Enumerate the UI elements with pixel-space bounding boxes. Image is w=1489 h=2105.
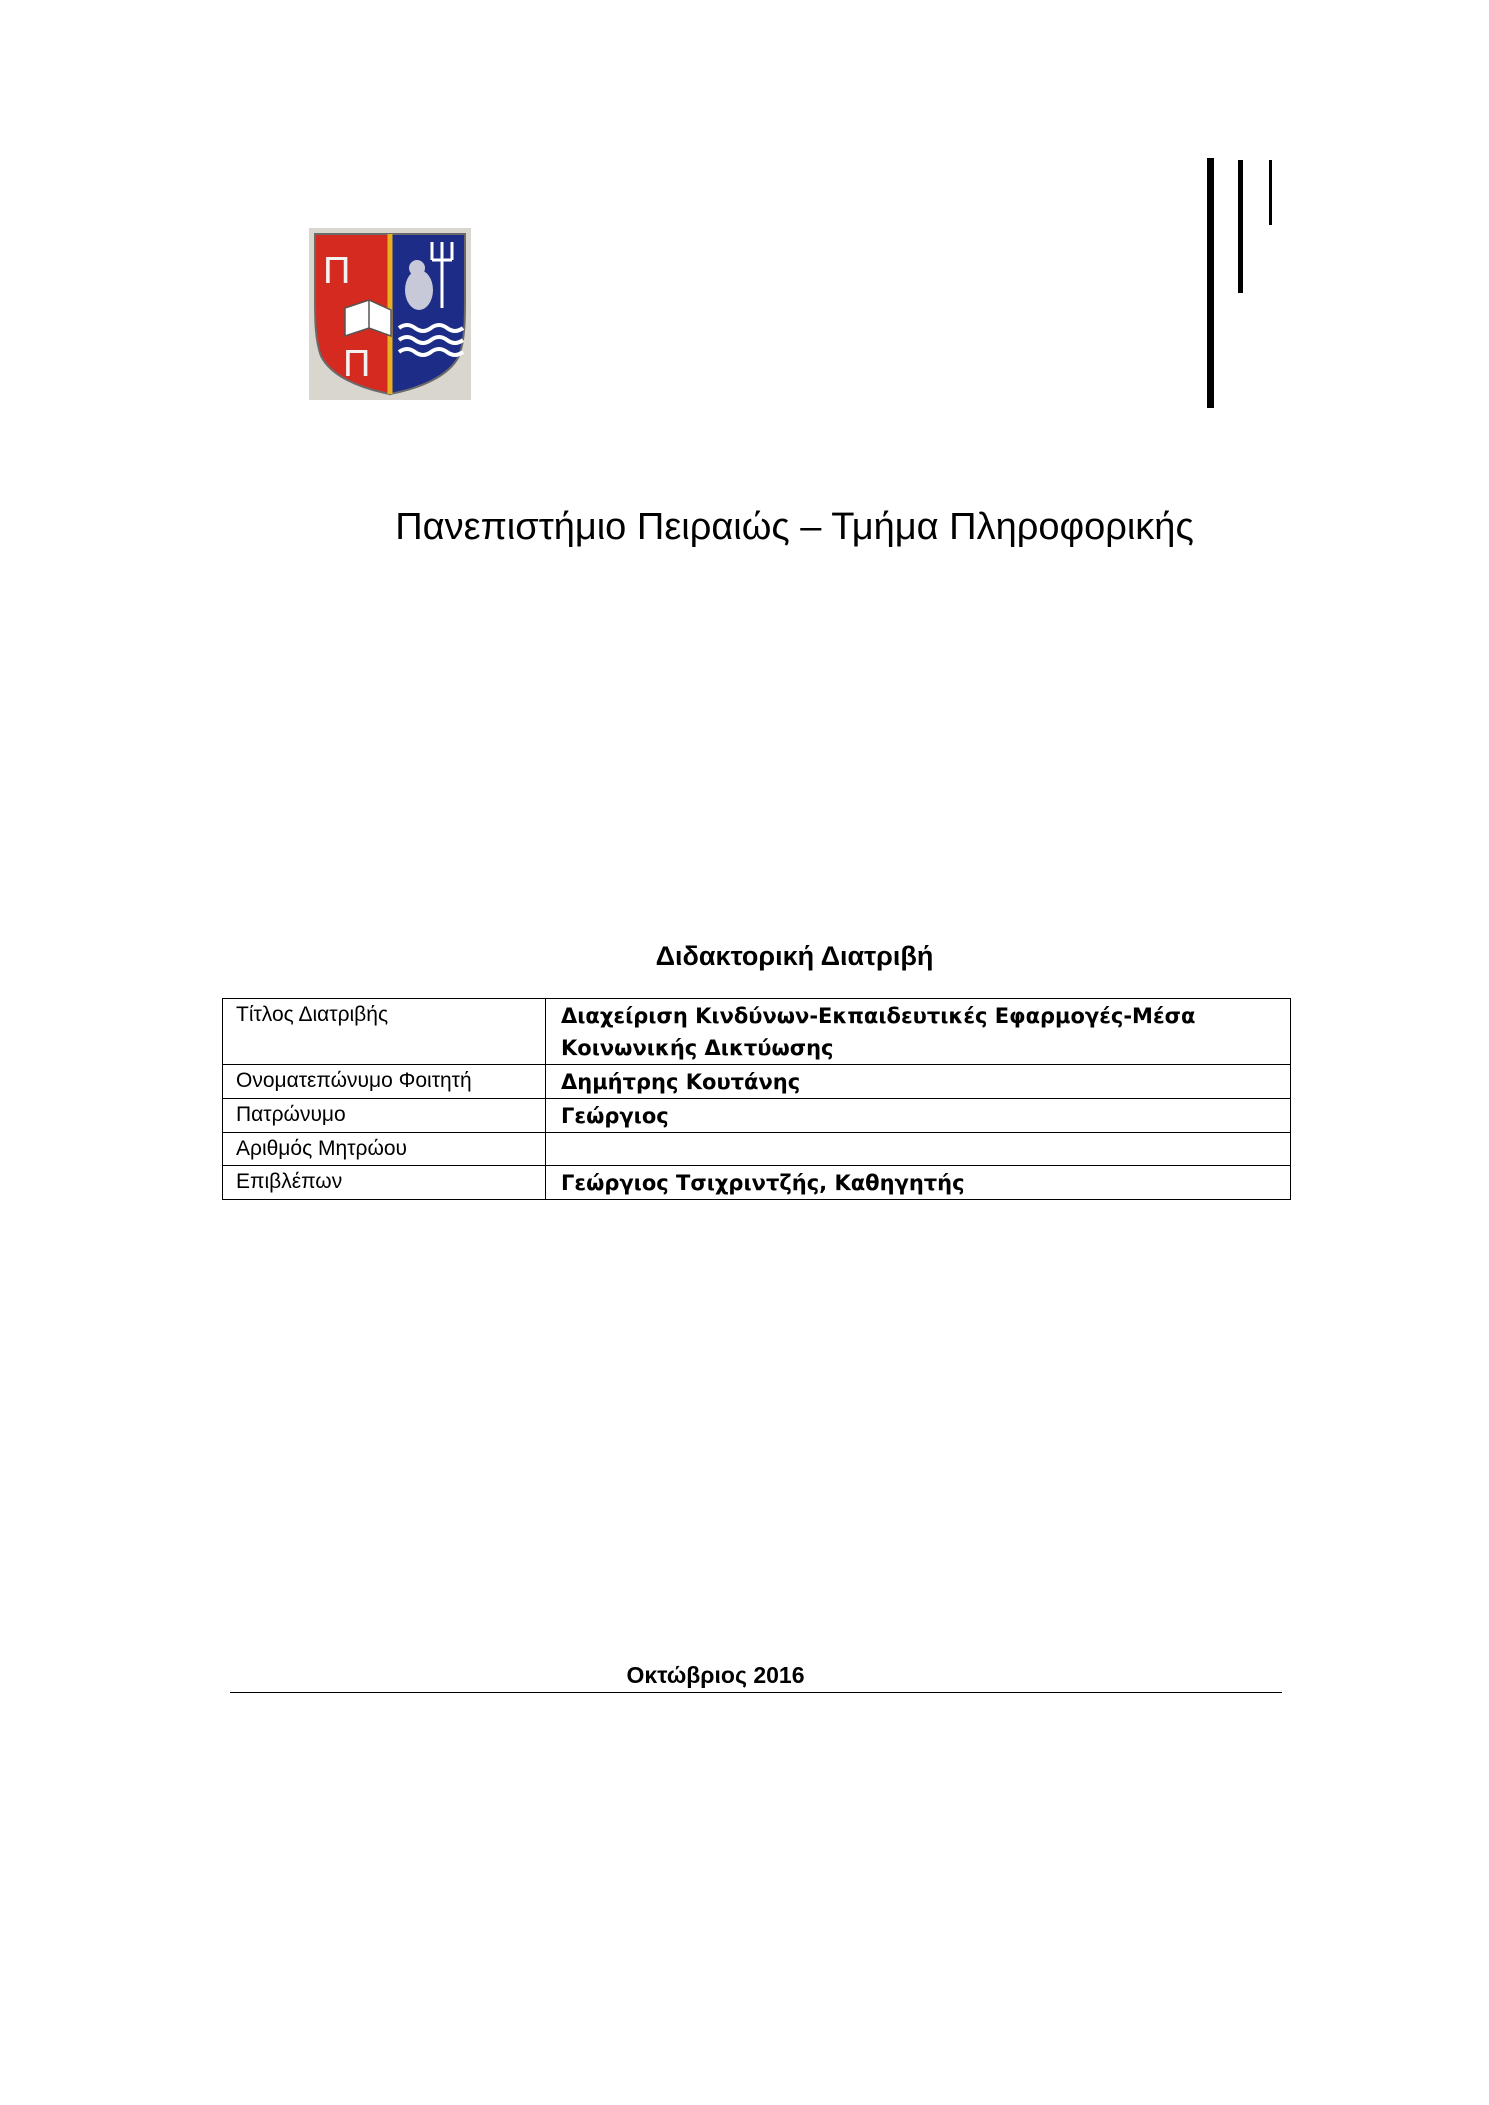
row-value: Διαχείριση Κινδύνων-Εκπαιδευτικές Εφαρμογές-Μέσα Κοινωνικής Δικτύωσης [546, 999, 1291, 1065]
university-title: Πανεπιστήμιο Πειραιώς – Τμήμα Πληροφορικής [395, 506, 1194, 548]
svg-text:Π: Π [323, 250, 351, 292]
row-label: Επιβλέπων [223, 1166, 546, 1200]
date-text: Οκτώβριος 2016 [626, 1662, 805, 1688]
date-footer [0, 1659, 1489, 1691]
thesis-type-heading: Διδακτορική Διατριβή [655, 941, 934, 971]
university-logo-icon [309, 228, 471, 400]
row-value: Γεώργιος Τσιχριντζής, Καθηγητής [546, 1166, 1291, 1200]
table-row [223, 1133, 1291, 1166]
table-row [223, 999, 1291, 1065]
table-row [223, 1166, 1291, 1200]
footer-divider [230, 1692, 1282, 1693]
row-label: Πατρώνυμο [223, 1099, 546, 1133]
row-label: Αριθμός Μητρώου [223, 1133, 546, 1166]
table-row [223, 1099, 1291, 1133]
row-value: Γεώργιος [546, 1099, 1291, 1133]
decorative-bar-2 [1238, 160, 1243, 293]
row-label: Ονοματεπώνυμο Φοιτητή [223, 1065, 546, 1099]
table-row [223, 1065, 1291, 1099]
thesis-info-table [222, 998, 1291, 1200]
row-label: Τίτλος Διατριβής [223, 999, 546, 1065]
svg-text:Π: Π [343, 343, 371, 385]
decorative-bar-3 [1269, 160, 1272, 225]
row-value [546, 1133, 1291, 1166]
row-value: Δημήτρης Κουτάνης [546, 1065, 1291, 1099]
decorative-bar-1 [1207, 158, 1214, 408]
